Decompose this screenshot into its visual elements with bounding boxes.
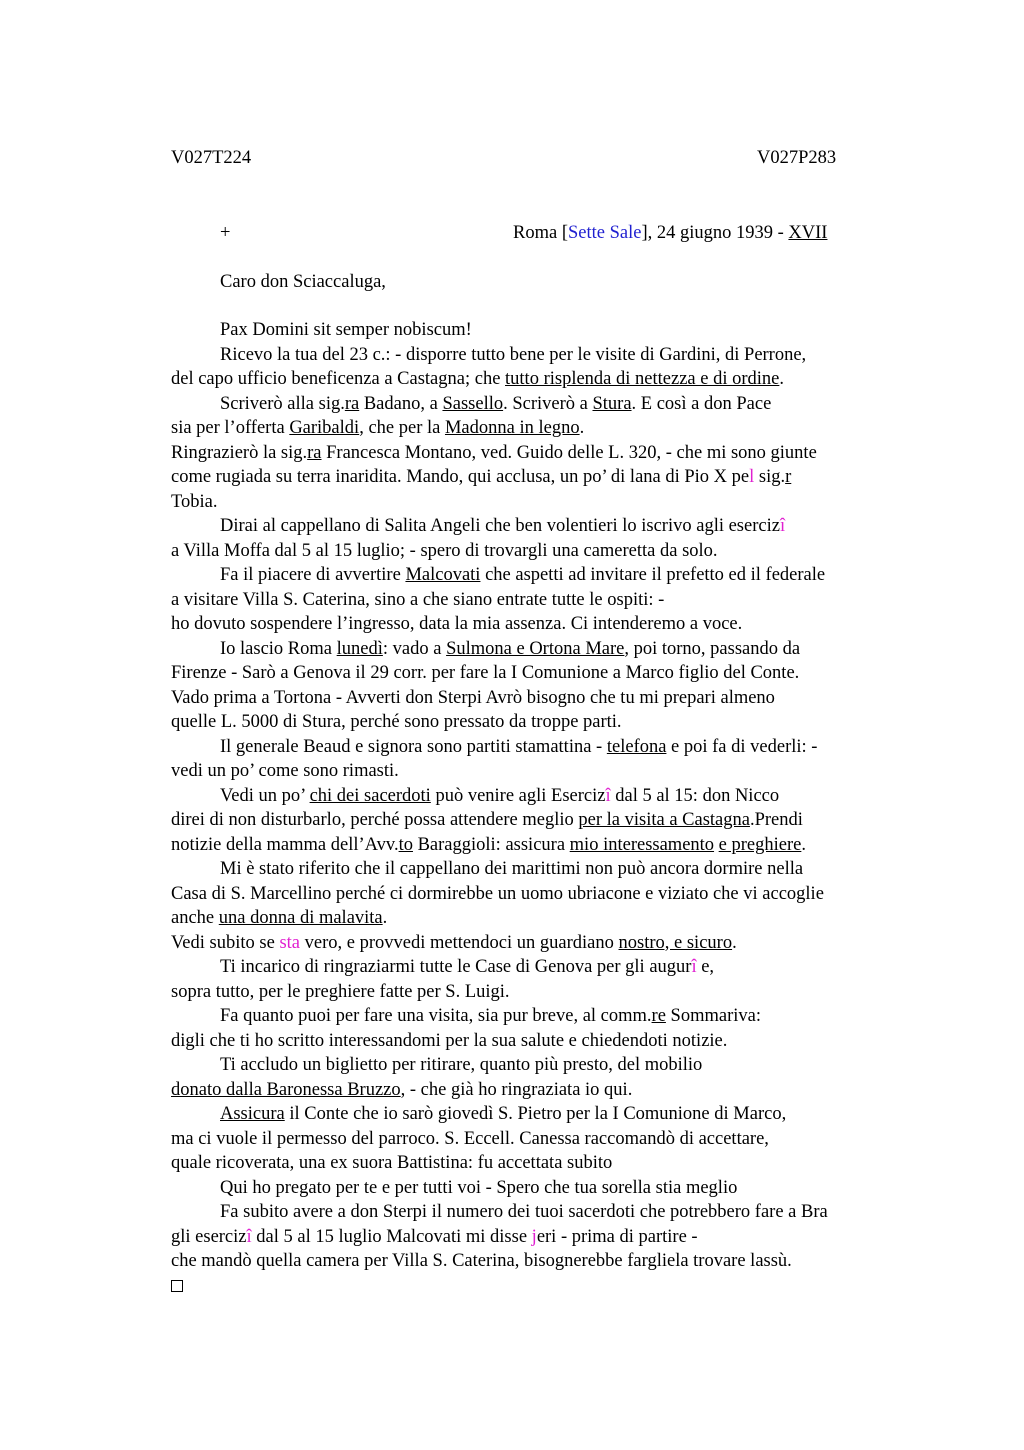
end-marker xyxy=(171,1274,931,1299)
body-line: vedi un po’ come sono rimasti. xyxy=(171,761,399,781)
body-line: Casa di S. Marcellino perché ci dormirebbe un uomo ubriacone e viziato che vi accoglie xyxy=(171,883,824,904)
document-code-left: V027T224 xyxy=(171,148,252,168)
body-line: Fa quanto puoi per fare una visita, sia pur breve, al comm.re Sommariva: xyxy=(220,1006,761,1026)
body-line: gli esercizî dal 5 al 15 luglio Malcovati mi disse jeri - prima di partire - xyxy=(171,1226,698,1247)
body-line: Scriverò alla sig.ra Badano, a Sassello. Scriverò a Stura. E così a don Pace xyxy=(220,393,772,414)
end-square-icon xyxy=(171,1280,183,1292)
body-line: Fa il piacere di avvertire Malcovati che aspetti ad invitare il prefetto ed il federale xyxy=(220,565,826,585)
body-line: Ricevo la tua del 23 c.: - disporre tutto bene per le visite di Gardini, di Perrone, xyxy=(220,344,807,365)
salutation: Caro don Sciaccaluga, xyxy=(220,272,386,292)
cross-symbol: + xyxy=(220,223,231,243)
body-line: Qui ho pregato per te e per tutti voi - Spero che tua sorella stia meglio xyxy=(220,1177,738,1198)
body-line: Io lascio Roma lunedì: vado a Sulmona e Ortona Mare, poi torno, passando da xyxy=(220,638,801,659)
body-line: Vedi subito se sta vero, e provvedi mettendoci un guardiano nostro, e sicuro. xyxy=(171,932,737,953)
body-line: Ti incarico di ringraziarmi tutte le Case di Genova per gli augurî e, xyxy=(220,957,715,977)
body-line: Vedi un po’ chi dei sacerdoti può venire agli Esercizî dal 5 al 15: don Nicco xyxy=(220,785,780,806)
dateline-city: Roma [ xyxy=(513,223,568,243)
dateline-place: Sette Sale xyxy=(567,223,642,243)
body-line: Tobia. xyxy=(171,491,218,512)
document-code-right: V027P283 xyxy=(757,148,837,168)
body-line: Fa subito avere a don Sterpi il numero dei tuoi sacerdoti che potrebbero fare a Bra xyxy=(220,1202,828,1222)
body-line: del capo ufficio beneficenza a Castagna; che tutto risplenda di nettezza e di ordine. xyxy=(171,369,784,389)
body-line: Ringrazierò la sig.ra Francesca Montano, ved. Guido delle L. 320, - che mi sono giunte xyxy=(171,442,817,463)
body-line: Assicura il Conte che io sarò giovedì S. Pietro per la I Comunione di Marco, xyxy=(220,1104,787,1124)
body-line: ho dovuto sospendere l’ingresso, data la mia assenza. Ci intenderemo a voce. xyxy=(171,614,743,634)
body-line: Mi è stato riferito che il cappellano dei marittimi non può ancora dormire nella xyxy=(220,859,804,879)
greeting-line: Pax Domini sit semper nobiscum! xyxy=(220,320,472,340)
body-line: Dirai al cappellano di Salita Angeli che ben volentieri lo iscrivo agli esercizî xyxy=(220,516,786,536)
letter-body xyxy=(171,318,931,1298)
body-line: Firenze - Sarò a Genova il 29 corr. per fare la I Comunione a Marco figlio del Conte. xyxy=(171,663,800,683)
letter-page xyxy=(171,0,931,1450)
body-line: direi di non disturbarlo, perché possa attendere meglio per la visita a Castagna.Prendi xyxy=(171,810,803,830)
body-line: anche una donna di malavita. xyxy=(171,908,388,928)
body-line: notizie della mamma dell’Avv.to Baraggioli: assicura mio interessamento e preghiere. xyxy=(171,834,806,855)
body-line: a Villa Moffa dal 5 al 15 luglio; - spero di trovargli una cameretta da solo. xyxy=(171,540,718,561)
body-line: Vado prima a Tortona - Avverti don Sterpi Avrò bisogno che tu mi prepari almeno xyxy=(171,687,775,708)
body-line: donato dalla Baronessa Bruzzo, - che già ho ringraziata io qui. xyxy=(171,1079,633,1100)
dateline-text xyxy=(513,221,827,245)
body-line: quale ricoverata, una ex suora Battistina: fu accettata subito xyxy=(171,1153,613,1173)
body-line: sopra tutto, per le preghiere fatte per S. Luigi. xyxy=(171,981,510,1002)
body-line: che mandò quella camera per Villa S. Caterina, bisognerebbe fargliela trovare lassù. xyxy=(171,1251,792,1271)
body-line: quelle L. 5000 di Stura, perché sono pressato da troppe parti. xyxy=(171,712,622,732)
body-line: digli che ti ho scritto interessandomi per la sua salute e chiedendoti notizie. xyxy=(171,1030,728,1051)
dateline-era: XVII xyxy=(788,223,828,243)
body-line: ma ci vuole il permesso del parroco. S. Eccell. Canessa raccomandò di accettare, xyxy=(171,1128,769,1149)
body-line: a visitare Villa S. Caterina, sino a che siano entrate tutte le ospiti: - xyxy=(171,589,665,610)
dateline-date: ], 24 giugno 1939 - xyxy=(641,223,789,243)
body-line: Ti accludo un biglietto per ritirare, quanto più presto, del mobilio xyxy=(220,1055,703,1075)
body-line: come rugiada su terra inaridita. Mando, qui acclusa, un po’ di lana di Pio X pel sig.r xyxy=(171,467,792,487)
body-line: Il generale Beaud e signora sono partiti stamattina - telefona e poi fa di vederli: - xyxy=(220,736,818,757)
body-line: sia per l’offerta Garibaldi, che per la Madonna in legno. xyxy=(171,418,585,438)
